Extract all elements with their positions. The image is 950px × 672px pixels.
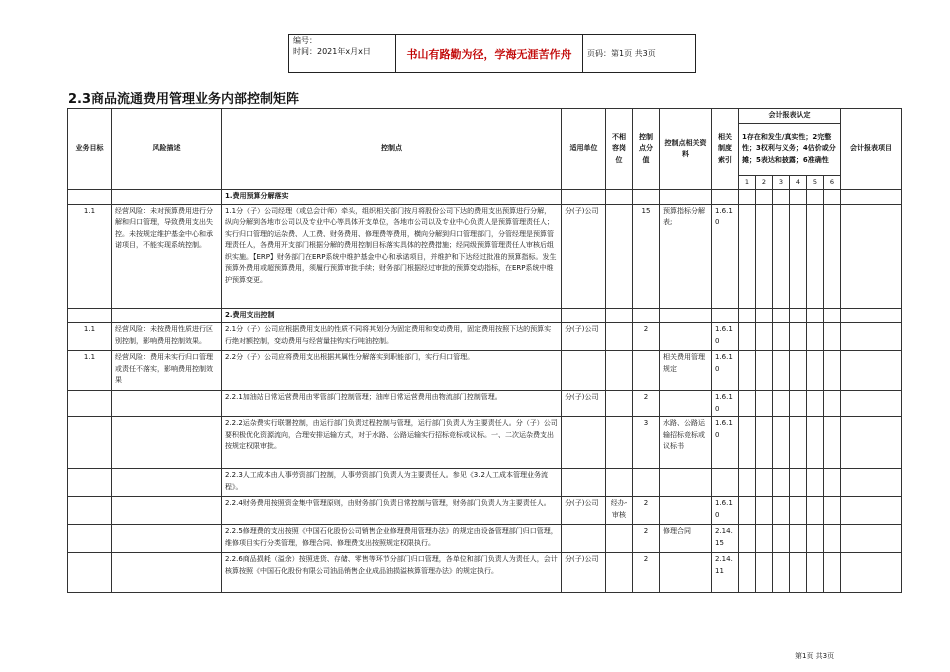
- cell-control: 2.2.3人工成本由人事劳资部门控制，人事劳资部门负责人为主要责任人。参见《3.2人工成本管理业务流程》。: [222, 469, 562, 497]
- cell-index: 1.6.10: [712, 204, 739, 308]
- cell-control: 1.1分（子）公司经理（或总会计师）牵头，组织相关部门按月将股份公司下达的费用支出预算进行分解，纵向分解到各地市公司以及专业中心等具体开支单位，各地市公司以及专业中心负责人是预算管理责任人；实行归口管理的运杂费、人工费、财务费用、修理费等费用，横向分解到归口管理部门，分管经理是预算管理责任人，各费用开支部门根据分解的费用控制目标落实具体的控费措施；经同级预算管理责任人审核后组织实施。【ERP】财务部门在ERP系统中维护基金中心和承诺项目，并维护和下达经过批准的预算指标。发生预算外费用或超预算费用，须履行预算审批手续；财务部门根据经过审批的预算变动指标，在ERP系统中维护预算变更。: [222, 204, 562, 308]
- header-meta-cell: [289, 35, 396, 73]
- num-1: 1: [739, 175, 756, 190]
- cell-incompatible: [606, 525, 633, 553]
- cell-goal: 1.1: [68, 323, 112, 351]
- cell-incompatible: [606, 469, 633, 497]
- cell-control: 2.2.6商品损耗（溢余）按照进货、存储、零售等环节分部门归口管理，各单位和部门负责人为责任人，会计核算按照《中国石化股份有限公司油品销售企业成品油损溢核算管理办法》的规定执行。: [222, 553, 562, 593]
- cell-control: 2.2.5修理费的支出按照《中国石化股份公司销售企业修理费用管理办法》的规定由设备管理部门归口管理，维修项目实行分类管理，修理合同、修理费支出按照规定权限执行。: [222, 525, 562, 553]
- col-risk: 风险描述: [112, 109, 222, 190]
- section-title: 1.费用预算分解落实: [222, 190, 562, 205]
- cell-score: 2: [633, 525, 660, 553]
- cell-control: 2.2.4财务费用按照资金集中管理原则，由财务部门负责日常控制与管理，财务部门负责人为主要责任人。: [222, 497, 562, 525]
- col-unit: 适用单位: [562, 109, 606, 190]
- cell-unit: [562, 469, 606, 497]
- cell-index: 1.6.10: [712, 391, 739, 417]
- table-row: [68, 497, 902, 525]
- section-title: 2.费用支出控制: [222, 308, 562, 323]
- table-row: [68, 525, 902, 553]
- cell-score: 2: [633, 497, 660, 525]
- cell-index: 2.14.15: [712, 525, 739, 553]
- num-2: 2: [756, 175, 773, 190]
- cell-index: 1.6.10: [712, 323, 739, 351]
- table-row: [68, 391, 902, 417]
- cell-goal: 1.1: [68, 204, 112, 308]
- cell-goal: [68, 417, 112, 469]
- cell-docs: 修理合同: [660, 525, 712, 553]
- col-incompatible: 不相容岗位: [606, 109, 633, 190]
- col-score: 控制点分值: [633, 109, 660, 190]
- cell-goal: [68, 525, 112, 553]
- cell-docs: [660, 553, 712, 593]
- cell-incompatible: [606, 351, 633, 391]
- section-row: [68, 190, 902, 205]
- cell-unit: 分(子)公司: [562, 497, 606, 525]
- cell-goal: [68, 469, 112, 497]
- cell-docs: [660, 497, 712, 525]
- cell-incompatible: [606, 391, 633, 417]
- cell-index: 2.14.11: [712, 553, 739, 593]
- num-6: 6: [824, 175, 841, 190]
- control-matrix-table: [67, 108, 902, 593]
- num-5: 5: [807, 175, 824, 190]
- table-row: [68, 417, 902, 469]
- page-footer: 第1页 共3页: [795, 652, 835, 660]
- col-docs: 控制点相关资料: [660, 109, 712, 190]
- cell-goal: 1.1: [68, 351, 112, 391]
- cell-risk: 经营风险：未按费用性质进行区别控制，影响费用控制效果。: [112, 323, 222, 351]
- cell-unit: 分(子)公司: [562, 553, 606, 593]
- col-business-goal: 业务目标: [68, 109, 112, 190]
- cell-docs: 相关费用管理规定: [660, 351, 712, 391]
- cell-score: [633, 469, 660, 497]
- cell-unit: 分(子)公司: [562, 323, 606, 351]
- cell-goal: [68, 391, 112, 417]
- document-header: [288, 34, 696, 73]
- cell-score: 3: [633, 417, 660, 469]
- cell-incompatible: [606, 417, 633, 469]
- motto: 书山有路勤为径，学海无涯苦作舟: [396, 35, 583, 73]
- col-items: 会计报表项目: [841, 109, 902, 190]
- table-row: [68, 204, 902, 308]
- cell-incompatible: 经办-审核: [606, 497, 633, 525]
- col-index: 相关制度索引: [712, 109, 739, 190]
- cell-docs: 预算指标分解表;: [660, 204, 712, 308]
- page-title: 2.3商品流通费用管理业务内部控制矩阵: [68, 92, 300, 107]
- cell-risk: [112, 525, 222, 553]
- num-3: 3: [773, 175, 790, 190]
- cell-docs: [660, 469, 712, 497]
- cell-unit: 分(子)公司: [562, 391, 606, 417]
- cell-risk: [112, 553, 222, 593]
- cell-score: 2: [633, 323, 660, 351]
- cell-risk: 经营风险：费用未实行归口管理或责任不落实，影响费用控制效果: [112, 351, 222, 391]
- cell-index: 1.6.10: [712, 497, 739, 525]
- cell-unit: 分(子)公司: [562, 204, 606, 308]
- cell-control: 2.2.1加油站日常运营费用由零管部门控制管理；油库日常运营费用由物流部门控制管理。: [222, 391, 562, 417]
- cell-score: 2: [633, 391, 660, 417]
- cell-score: 2: [633, 553, 660, 593]
- serial-label: 编号：: [293, 36, 317, 45]
- cell-risk: [112, 497, 222, 525]
- col-control: 控制点: [222, 109, 562, 190]
- cell-goal: [68, 553, 112, 593]
- table-row: [68, 469, 902, 497]
- section-row: [68, 308, 902, 323]
- cell-control: 2.1分（子）公司应根据费用支出的性质不同将其划分为固定费用和变动费用，固定费用按照下达的预算实行绝对额控制，变动费用与经营量挂钩实行吨油控制。: [222, 323, 562, 351]
- table-row: [68, 553, 902, 593]
- cell-risk: [112, 417, 222, 469]
- num-4: 4: [790, 175, 807, 190]
- cell-unit: [562, 351, 606, 391]
- cell-docs: [660, 323, 712, 351]
- cell-control: 2.2.2运杂费实行联署控制，由运行部门负责过程控制与管理，运行部门负责人为主要责任人。分（子）公司要积极优化资源流向，合理安排运输方式，对于水路、公路运输实行招标竞标或议标。一、二次运杂费支出按规定权限审批。: [222, 417, 562, 469]
- cell-index: 1.6.10: [712, 351, 739, 391]
- time-label: 时间：2021年x月x日: [293, 47, 371, 56]
- accounting-desc: 1存在和发生/真实性；2完整性；3权利与义务；4估价或分摊；5表达和披露；6准确性: [739, 123, 841, 175]
- cell-score: [633, 351, 660, 391]
- cell-docs: 水路、公路运输招标竞标或议标书: [660, 417, 712, 469]
- cell-risk: [112, 391, 222, 417]
- table-row: [68, 351, 902, 391]
- cell-docs: [660, 391, 712, 417]
- table-header-row: [68, 109, 902, 124]
- cell-unit: [562, 525, 606, 553]
- cell-control: 2.2分（子）公司应将费用支出根据其属性分解落实到职能部门，实行归口管理。: [222, 351, 562, 391]
- cell-index: 1.6.10: [712, 417, 739, 469]
- table-row: [68, 323, 902, 351]
- page-label: 页码：第1页 共3页: [583, 35, 696, 73]
- cell-goal: [68, 497, 112, 525]
- cell-incompatible: [606, 553, 633, 593]
- cell-risk: [112, 469, 222, 497]
- cell-risk: 经营风险：未对预算费用进行分解和归口管理，导致费用支出失控。未按规定维护基金中心和承诺项目，不能实现系统控制。: [112, 204, 222, 308]
- cell-unit: [562, 417, 606, 469]
- cell-incompatible: [606, 323, 633, 351]
- cell-incompatible: [606, 204, 633, 308]
- cell-score: 15: [633, 204, 660, 308]
- cell-index: [712, 469, 739, 497]
- col-accounting: 会计报表认定: [739, 109, 841, 124]
